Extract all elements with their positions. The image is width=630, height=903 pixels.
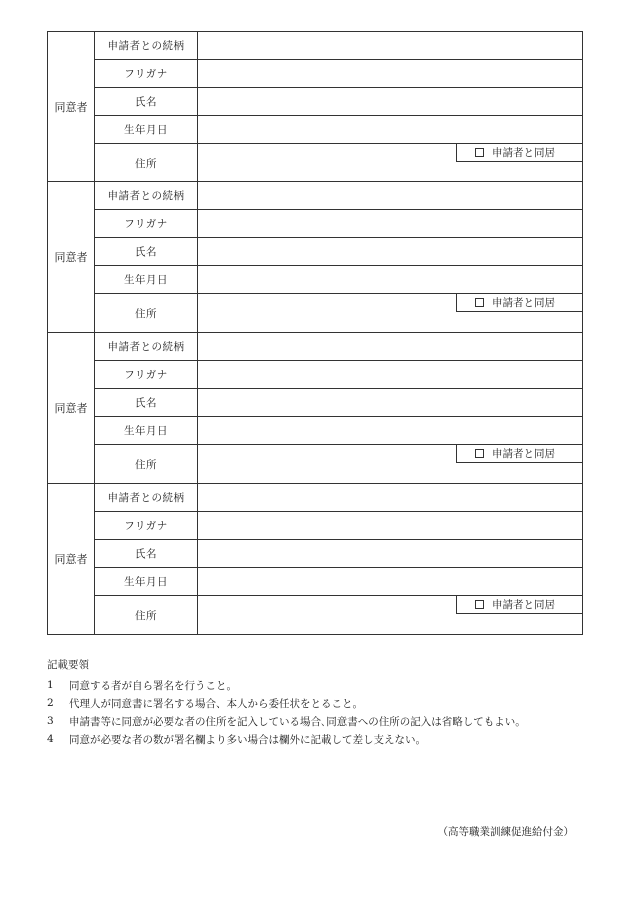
address-label: 住所 [95, 596, 198, 634]
instructions [47, 657, 526, 748]
instruction-item [47, 730, 526, 748]
birthdate-label: 生年月日 [95, 266, 198, 293]
relationship-label: 申請者との続柄 [95, 32, 198, 59]
furigana-label: フリガナ [95, 361, 198, 388]
instruction-number: 1 [47, 679, 54, 691]
consenter-block [47, 182, 583, 333]
furigana-label: フリガナ [95, 512, 198, 539]
birthdate-field[interactable] [198, 568, 582, 595]
cohabit-checkbox[interactable] [456, 596, 582, 614]
name-row [95, 389, 582, 417]
birthdate-field[interactable] [198, 417, 582, 444]
consenter-label: 同意者 [48, 182, 95, 332]
consenter-block [47, 484, 583, 635]
relationship-label: 申請者との続柄 [95, 182, 198, 209]
furigana-row [95, 60, 582, 88]
furigana-field[interactable] [198, 60, 582, 87]
relationship-label: 申請者との続柄 [95, 484, 198, 511]
consenter-label: 同意者 [48, 333, 95, 483]
address-label: 住所 [95, 294, 198, 332]
name-row [95, 88, 582, 116]
address-label: 住所 [95, 144, 198, 182]
consenter-label: 同意者 [48, 484, 95, 634]
consenter-rows [95, 32, 582, 182]
name-label: 氏名 [95, 540, 198, 567]
relationship-row [95, 484, 582, 512]
cohabit-checkbox[interactable] [456, 144, 582, 162]
instruction-item [47, 676, 526, 694]
instruction-item [47, 712, 526, 730]
address-label: 住所 [95, 445, 198, 483]
relationship-field[interactable] [198, 484, 582, 511]
furigana-label: フリガナ [95, 210, 198, 237]
relationship-field[interactable] [198, 333, 582, 360]
consent-form [47, 31, 583, 635]
birthdate-field[interactable] [198, 116, 582, 143]
checkbox-icon[interactable] [475, 449, 484, 458]
instruction-number: 4 [47, 733, 54, 745]
consenter-label: 同意者 [48, 32, 95, 181]
name-row [95, 540, 582, 568]
relationship-field[interactable] [198, 32, 582, 59]
name-field[interactable] [198, 238, 582, 265]
instructions-title: 記載要領 [47, 659, 89, 671]
cohabit-checkbox[interactable] [456, 294, 582, 312]
name-field[interactable] [198, 540, 582, 567]
cohabit-label: 申請者と同居 [492, 599, 555, 611]
instruction-text: 申請書等に同意が必要な者の住所を記入している場合､同意書への住所の記入は省略してもよい。 [69, 715, 526, 728]
consenter-block [47, 333, 583, 484]
relationship-field[interactable] [198, 182, 582, 209]
relationship-row [95, 32, 582, 60]
birthdate-label: 生年月日 [95, 568, 198, 595]
birthdate-row [95, 116, 582, 144]
name-field[interactable] [198, 88, 582, 115]
consenter-rows [95, 182, 582, 332]
address-row [95, 596, 582, 634]
consenter-rows [95, 484, 582, 634]
relationship-label: 申請者との続柄 [95, 333, 198, 360]
consenter-rows [95, 333, 582, 483]
checkbox-icon[interactable] [475, 298, 484, 307]
address-row [95, 144, 582, 182]
cohabit-label: 申請者と同居 [492, 147, 555, 159]
birthdate-field[interactable] [198, 266, 582, 293]
birthdate-row [95, 266, 582, 294]
birthdate-label: 生年月日 [95, 417, 198, 444]
relationship-row [95, 182, 582, 210]
name-label: 氏名 [95, 389, 198, 416]
cohabit-checkbox[interactable] [456, 445, 582, 463]
name-label: 氏名 [95, 238, 198, 265]
birthdate-label: 生年月日 [95, 116, 198, 143]
furigana-row [95, 210, 582, 238]
address-row [95, 445, 582, 483]
furigana-field[interactable] [198, 512, 582, 539]
instruction-text: 同意が必要な者の数が署名欄より多い場合は欄外に記載して差し支えない。 [69, 733, 426, 746]
furigana-field[interactable] [198, 361, 582, 388]
instruction-text: 同意する者が自ら署名を行うこと。 [69, 679, 237, 692]
instruction-text: 代理人が同意書に署名する場合、本人から委任状をとること。 [69, 697, 363, 710]
checkbox-icon[interactable] [475, 148, 484, 157]
instruction-number: 2 [47, 697, 54, 709]
birthdate-row [95, 568, 582, 596]
birthdate-row [95, 417, 582, 445]
relationship-row [95, 333, 582, 361]
furigana-row [95, 512, 582, 540]
furigana-field[interactable] [198, 210, 582, 237]
name-field[interactable] [198, 389, 582, 416]
address-row [95, 294, 582, 332]
cohabit-label: 申請者と同居 [492, 297, 555, 309]
furigana-row [95, 361, 582, 389]
form-footer: （高等職業訓練促進給付金） [437, 826, 574, 838]
instruction-item [47, 694, 526, 712]
checkbox-icon[interactable] [475, 600, 484, 609]
furigana-label: フリガナ [95, 60, 198, 87]
consenter-block [47, 31, 583, 182]
instruction-number: 3 [47, 715, 54, 727]
cohabit-label: 申請者と同居 [492, 448, 555, 460]
name-row [95, 238, 582, 266]
name-label: 氏名 [95, 88, 198, 115]
